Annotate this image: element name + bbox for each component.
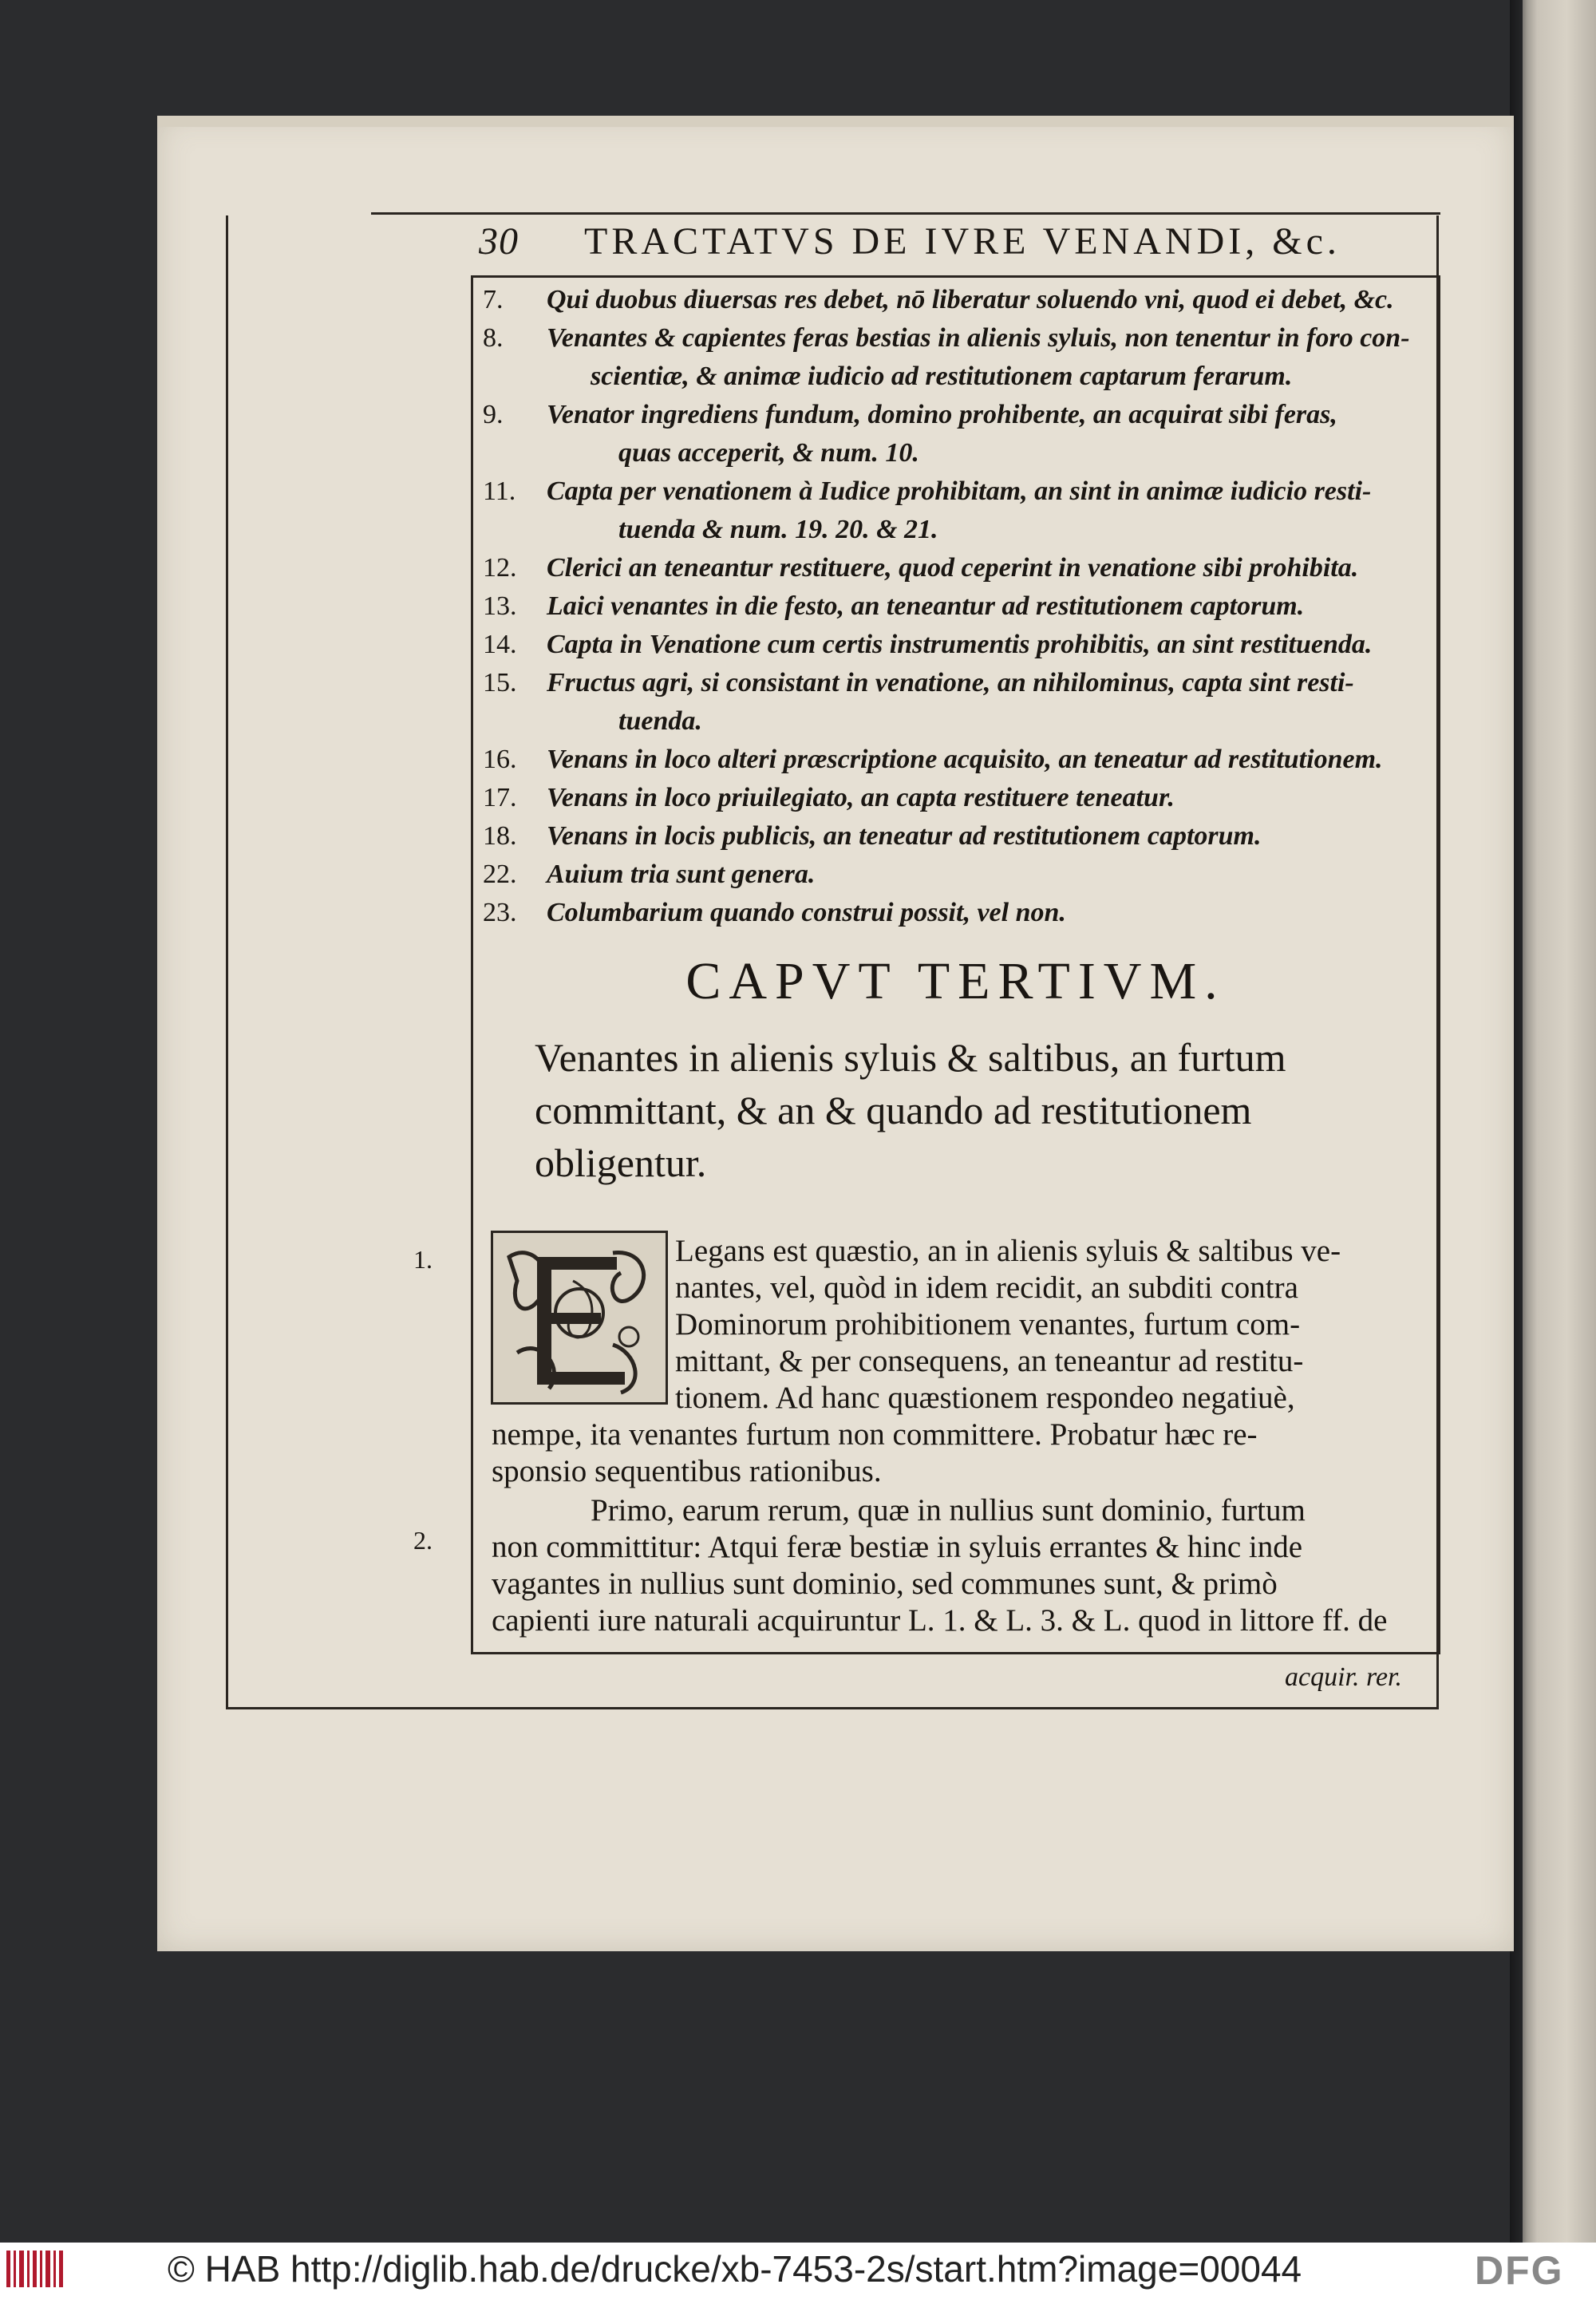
summary-text: Laici venantes in die festo, an teneantur ad restitutionem captorum. [547,591,1305,621]
paragraph-one-continuation [492,1417,1258,1490]
text-line: Legans est quæstio, an in alienis syluis & saltibus ve- [675,1234,1341,1268]
footer-bar [0,2243,1596,2300]
summary-item [483,741,1440,779]
summary-number: 15. [483,668,517,698]
summary-item [483,664,1440,741]
initial-paragraph-lines [675,1233,1341,1417]
source-url-link[interactable]: © HAB http://diglib.hab.de/drucke/xb-7453-2s/start.htm?image=00044 [168,2248,1302,2290]
hab-barcode-logo-icon [6,2251,65,2287]
summary-number: 8. [483,323,504,353]
summary-item [483,626,1440,664]
summary-text: Venator ingrediens fundum, domino prohibente, an acquirat sibi feras, [547,400,1337,429]
summary-text: Venans in locis publicis, an teneatur ad restitutionem captorum. [547,821,1262,851]
text-line: Dominorum prohibitionem venantes, furtum com- [675,1307,1301,1342]
text-line: non committitur: Atqui feræ bestiæ in syluis errantes & hinc inde [492,1530,1303,1564]
summary-item [483,472,1440,549]
subtitle-line: committant, & an & quando ad restitutionem [535,1088,1252,1132]
summary-text: Capta in Venatione cum certis instrumentis prohibitis, an sint restituenda. [547,630,1373,659]
subtitle-line: obligentur. [535,1140,707,1185]
summary-text: Venans in loco alteri præscriptione acquisito, an teneatur ad restitutionem. [547,745,1383,774]
summary-number: 16. [483,745,517,774]
text-line: capienti iure naturali acquiruntur L. 1. & L. 3. & L. quod in littore ff. de [492,1603,1388,1638]
summary-item [483,587,1440,626]
summary-continuation: quas acceperit, & num. 10. [618,438,919,468]
summary-text: Capta per venationem à Iudice prohibitam, an sint in animæ iudicio resti- [547,476,1372,506]
frame-top-rule [371,212,1440,215]
summary-item [483,281,1440,319]
summary-number: 7. [483,285,504,314]
summary-item [483,817,1440,856]
catchword: acquir. rer. [1285,1662,1403,1692]
running-title: TRACTATVS DE IVRE VENANDI, &c. [584,220,1341,263]
summary-item [483,779,1440,817]
summary-item [483,549,1440,587]
paragraph-two [492,1492,1387,1639]
text-line: mittant, & per consequens, an teneantur ad restitu- [675,1344,1304,1378]
summary-item [483,396,1440,472]
summary-text: Fructus agri, si consistant in venatione, an nihilominus, capta sint resti- [547,668,1354,698]
margin-number: 1. [413,1245,433,1274]
summary-number: 9. [483,400,504,429]
text-line: tionem. Ad hanc quæstionem respondeo negatiuè, [675,1381,1295,1415]
chapter-subtitle [535,1031,1428,1189]
margin-number: 2. [413,1526,433,1555]
text-line: nempe, ita venantes furtum non committere. Probatur hæc re- [492,1417,1258,1452]
summary-continuation: tuenda. [618,706,702,736]
text-line: nantes, vel, quòd in idem recidit, an subditi contra [675,1271,1298,1305]
summary-text: Venans in loco priuilegiato, an capta restituere teneatur. [547,783,1175,812]
summary-number: 23. [483,898,517,927]
summary-item [483,894,1440,932]
adjacent-page-edge [1523,0,1596,2243]
summary-text: Columbarium quando construi possit, vel non. [547,898,1066,927]
chapter-heading: CAPVT TERTIVM. [685,952,1226,1010]
summary-number: 13. [483,591,517,621]
page-number: 30 [479,220,519,263]
summary-number: 22. [483,860,517,889]
summary-number: 17. [483,783,517,812]
summary-number: 18. [483,821,517,851]
subtitle-line: Venantes in alienis syluis & saltibus, an furtum [535,1035,1286,1080]
summary-text: Auium tria sunt genera. [547,860,816,889]
ornament-initial-icon [493,1233,666,1402]
decorated-initial-image [491,1231,668,1405]
summary-item [483,319,1440,396]
page-top-edge [157,116,1514,127]
summary-text: Venantes & capientes feras bestias in alienis syluis, non tenentur in foro con- [547,323,1410,353]
text-line: vagantes in nullius sunt dominio, sed communes sunt, & primò [492,1567,1278,1601]
summary-list [483,281,1440,932]
summary-item [483,856,1440,894]
summary-continuation: tuenda & num. 19. 20. & 21. [618,515,938,544]
summary-text: Qui duobus diuersas res debet, nō liberatur soluendo vni, quod ei debet, &c. [547,285,1394,314]
summary-number: 14. [483,630,517,659]
text-line: sponsio sequentibus rationibus. [492,1454,882,1488]
running-head [471,219,1428,269]
dfg-logo: DFG [1475,2248,1564,2293]
summary-number: 12. [483,553,517,583]
summary-number: 11. [483,476,516,506]
summary-text: Clerici an teneantur restituere, quod ceperint in venatione sibi prohibita. [547,553,1359,583]
summary-continuation: scientiæ, & animæ iudicio ad restitutionem captarum ferarum. [591,362,1293,391]
text-line: Primo, earum rerum, quæ in nullius sunt dominio, furtum [591,1493,1306,1527]
